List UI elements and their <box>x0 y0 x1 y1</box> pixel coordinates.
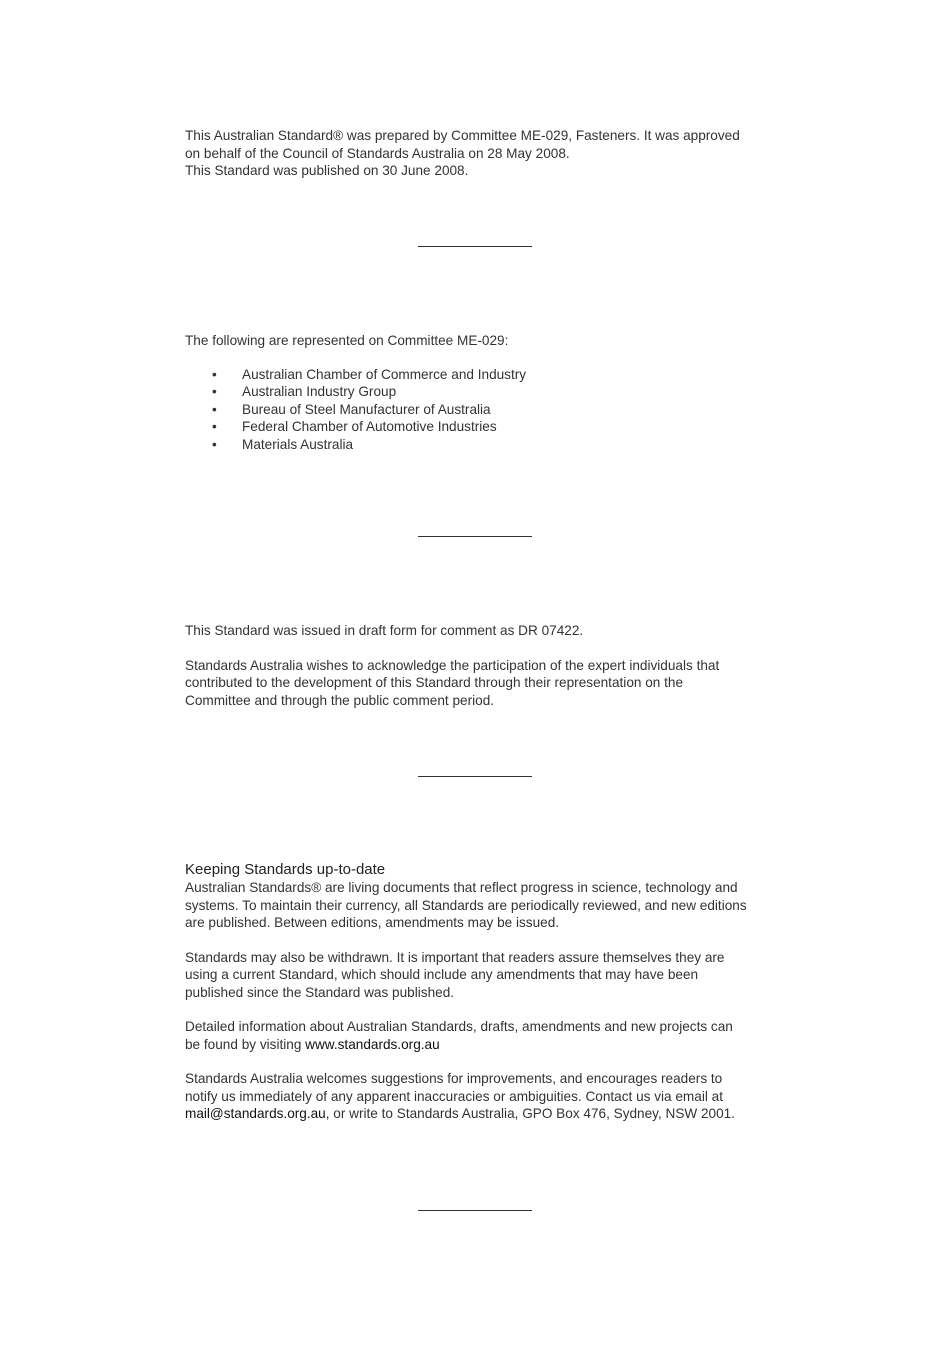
bullet-icon: • <box>212 419 217 434</box>
paragraph-line: are published. Between editions, amendments may be issued. <box>185 915 560 930</box>
committee-member-list <box>185 366 785 454</box>
bullet-icon: • <box>212 384 217 399</box>
bullet-icon: • <box>212 366 217 382</box>
suggestions-paragraph <box>185 1070 785 1123</box>
list-item <box>185 418 785 436</box>
list-item <box>185 401 785 419</box>
paragraph-line: published since the Standard was published. <box>185 984 455 1000</box>
paragraph-line: Detailed information about Australian Standards, drafts, amendments and new projects can <box>185 1019 733 1034</box>
committee-intro: The following are represented on Committee ME-029: <box>185 333 509 348</box>
acknowledgement-paragraph <box>185 657 785 710</box>
section-divider-2 <box>418 536 532 537</box>
section-divider-4 <box>418 1210 532 1211</box>
member-name: Materials Australia <box>242 436 354 452</box>
paragraph-text: , or write to Standards Australia, GPO Box 476, Sydney, NSW 2001. <box>325 1106 736 1121</box>
paragraph-line <box>185 1036 785 1054</box>
email-link[interactable]: mail@standards.org.au <box>185 1106 326 1121</box>
bullet-icon: • <box>212 401 217 417</box>
section-divider-1 <box>418 246 532 247</box>
bullet-icon: • <box>212 436 217 452</box>
paragraph-line: Australian Standards® are living documents that reflect progress in science, technology and <box>185 880 738 895</box>
acknowledgement-line-1: Standards Australia wishes to acknowledge the participation of the expert individuals that <box>185 657 720 673</box>
paragraph-line: Standards may also be withdrawn. It is important that readers assure themselves they are <box>185 949 725 965</box>
living-documents-paragraph <box>185 879 785 932</box>
member-name: Federal Chamber of Automotive Industries <box>242 419 497 434</box>
publication-date: This Standard was published on 30 June 2008. <box>185 163 469 178</box>
list-item <box>185 366 785 384</box>
approval-line-1: This Australian Standard® was prepared by Committee ME-029, Fasteners. It was approved <box>185 128 740 143</box>
paragraph-text: be found by visiting <box>185 1036 306 1052</box>
acknowledgement-line-3: Committee and through the public comment period. <box>185 692 495 708</box>
acknowledgement-line-2: contributed to the development of this Standard through their representation on the <box>185 675 684 690</box>
section-divider-3 <box>418 776 532 777</box>
list-item <box>185 436 785 454</box>
detailed-info-paragraph <box>185 1018 785 1053</box>
paragraph-line <box>185 1105 785 1123</box>
withdrawn-paragraph <box>185 949 785 1002</box>
member-name: Australian Industry Group <box>242 384 397 399</box>
paragraph-line: Standards Australia welcomes suggestions for improvements, and encourages readers to <box>185 1071 723 1086</box>
website-link[interactable]: www.standards.org.au <box>305 1036 440 1052</box>
draft-notice: This Standard was issued in draft form for comment as DR 07422. <box>185 623 584 638</box>
committee-section <box>185 332 785 453</box>
keeping-standards-section <box>185 861 785 1123</box>
approval-notice <box>185 127 785 180</box>
list-item <box>185 383 785 401</box>
draft-section <box>185 622 785 709</box>
member-name: Australian Chamber of Commerce and Industry <box>242 366 527 382</box>
paragraph-line: using a current Standard, which should include any amendments that may have been <box>185 967 699 982</box>
member-name: Bureau of Steel Manufacturer of Australia <box>242 401 491 417</box>
section-heading: Keeping Standards up-to-date <box>185 861 386 878</box>
approval-line-2: on behalf of the Council of Standards Australia on 28 May 2008. <box>185 145 570 161</box>
paragraph-line: notify us immediately of any apparent inaccuracies or ambiguities. Contact us via email at <box>185 1088 723 1104</box>
paragraph-line: systems. To maintain their currency, all Standards are periodically reviewed, and new editions <box>185 897 747 913</box>
